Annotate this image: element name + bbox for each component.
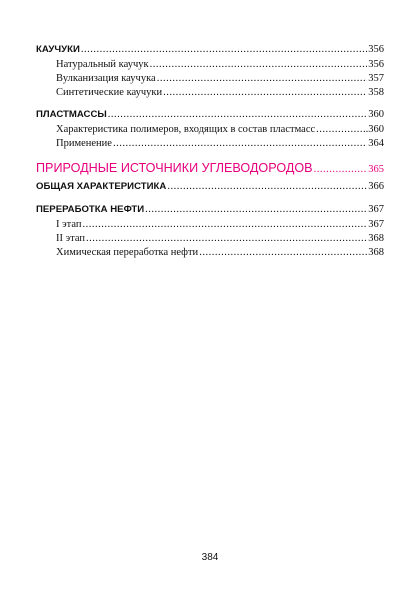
toc-entry-stage-1[interactable] [36, 219, 384, 233]
toc-entry-label: Вулканизация каучука [56, 73, 156, 84]
toc-entry-page: 368 [368, 233, 384, 244]
leader-dots [113, 138, 367, 149]
toc-entry-stage-2[interactable] [36, 233, 384, 247]
leader-dots [150, 59, 368, 70]
toc-entry-label: II этап [56, 233, 85, 244]
toc-entry-polymers[interactable] [36, 124, 384, 138]
toc-entry-page: 365 [368, 164, 384, 175]
toc-entry-page: .360 [365, 124, 384, 135]
toc-entry-page: 368 [368, 247, 384, 258]
toc-entry-page: 364 [368, 138, 384, 149]
toc-entry-label: Химическая переработка нефти [56, 247, 199, 258]
toc-entry-label: I этап [56, 219, 82, 230]
toc-entry-page: 356 [368, 44, 384, 55]
leader-dots [167, 181, 367, 192]
toc-entry-page: 367 [368, 219, 384, 230]
toc-entry-label: Синтетические каучуки [56, 87, 163, 98]
toc-entry-natural-rubber[interactable] [36, 59, 384, 73]
toc-entry-vulcanization[interactable] [36, 73, 384, 87]
toc-entry-label: Натуральный каучук [56, 59, 149, 70]
page-number: 384 [201, 552, 219, 563]
toc-entry-page: 358 [368, 87, 384, 98]
toc-entry-application[interactable] [36, 138, 384, 152]
leader-dots [81, 44, 367, 55]
leader-dots [145, 204, 367, 215]
toc-entry-label: ОБЩАЯ ХАРАКТЕРИСТИКА [36, 181, 167, 192]
chapter-title: ПРИРОДНЫЕ ИСТОЧНИКИ УГЛЕВОДОРОДОВ [36, 161, 313, 175]
toc-entry-page: 366 [368, 181, 384, 192]
toc-entry-page: 356 [368, 59, 384, 70]
toc-chapter-natural-sources[interactable] [36, 161, 384, 181]
toc-entry-general[interactable] [36, 181, 384, 196]
toc-entry-label: ПЕРЕРАБОТКА НЕФТИ [36, 204, 145, 215]
toc-entry-label: ПЛАСТМАССЫ [36, 109, 107, 120]
leader-dots [86, 233, 367, 244]
leader-dots [314, 164, 368, 175]
toc-entry-label: Характеристика полимеров, входящих в состав пластмасс [56, 124, 316, 135]
toc-entry-chemical-processing[interactable] [36, 247, 384, 261]
toc-entry-kauchuki[interactable] [36, 44, 384, 59]
toc-entry-label: Применение [56, 138, 112, 149]
leader-dots [163, 87, 367, 98]
leader-dots [83, 219, 368, 230]
toc-entry-oil-processing[interactable] [36, 204, 384, 219]
toc-entry-page: 357 [368, 73, 384, 84]
toc-entry-label: КАУЧУКИ [36, 44, 80, 55]
leader-dots [108, 109, 367, 120]
toc-entry-plastics[interactable] [36, 109, 384, 124]
toc-entry-page: 360 [368, 109, 384, 120]
table-of-contents [36, 44, 384, 261]
toc-entry-synthetic-rubber[interactable] [36, 87, 384, 101]
leader-dots [157, 73, 368, 84]
leader-dots [199, 247, 367, 258]
leader-dots [316, 124, 364, 135]
toc-entry-page: 367 [368, 204, 384, 215]
